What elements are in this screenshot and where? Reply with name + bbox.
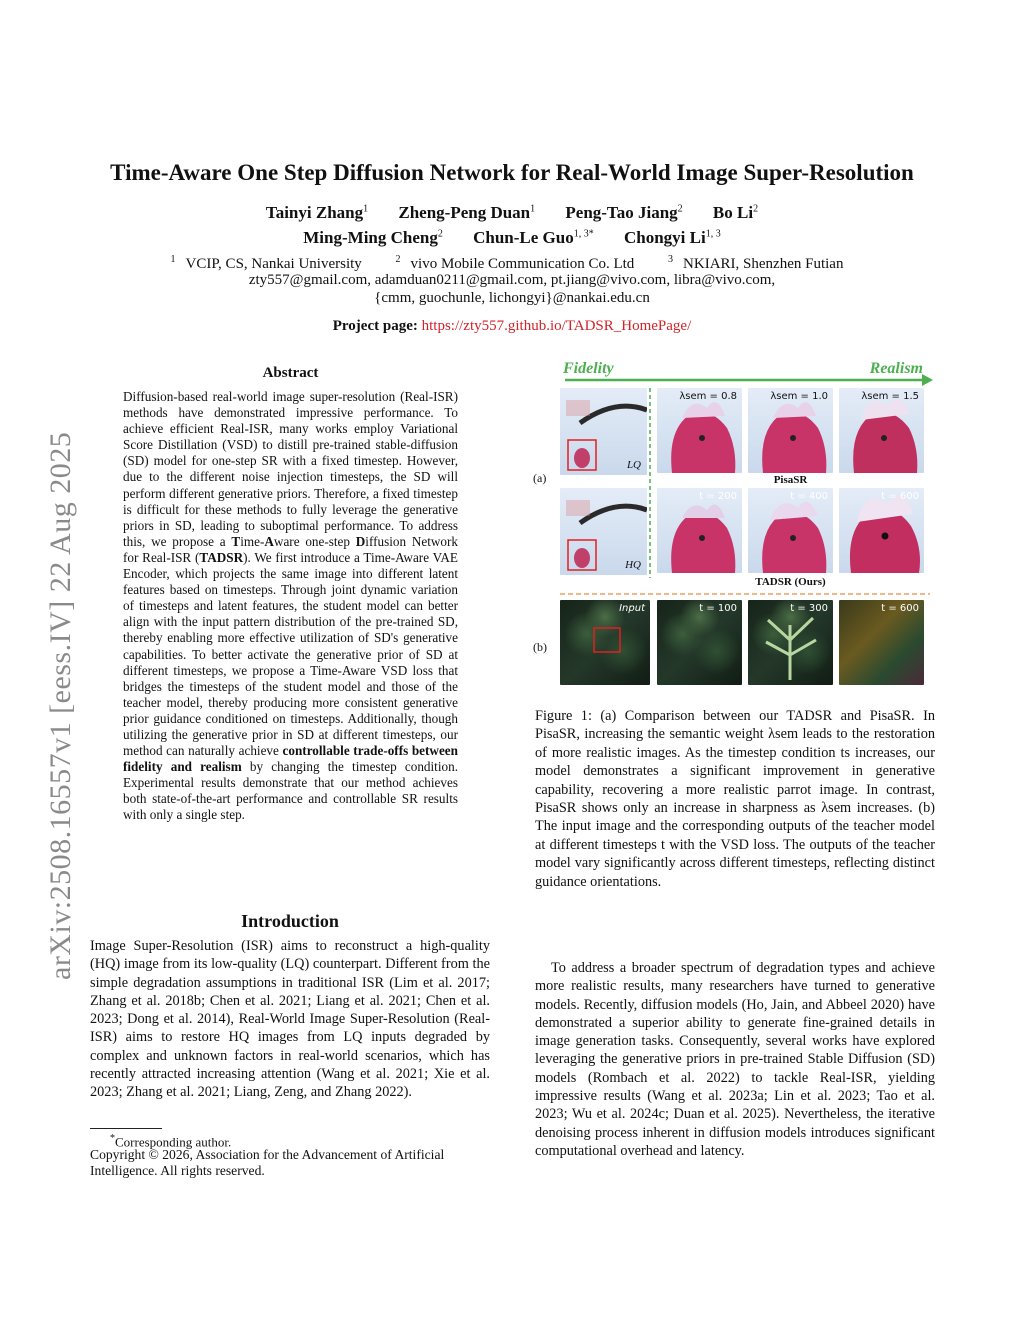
project-link[interactable]: https://zty557.github.io/TADSR_HomePage/: [421, 318, 692, 334]
body-paragraph-right: To address a broader spectrum of degradation types and achieve more realistic results, many researchers have turned to generative models. Recently, diffusion models (Ho, Jain, and Abbeel 2020) have demonstrated a superior ability to generate fine-grained details in image generation tasks. Consequently, several works have explored leveraging the generative priors in pre-trained Stable Diffusion (SD) models (Rombach et al. 2022) to tackle Real-ISR, yielding impressive results (Wang et al. 2023a; Lin et al. 2023; Tao et al. 2023; Wu et al. 2024c; Duan et al. 2025). Nevertheless, the iterative denoising process inherent in diffusion models introduces significant computational overhead and latency.: [535, 960, 935, 1159]
introduction-body: Image Super-Resolution (ISR) aims to reconstruct a high-quality (HQ) image from its low-quality (LQ) counterpart. Different from the simple degradation assumptions in traditional ISR (Lim et al. 2017; Zhang et al. 2018b; Chen et al. 2021; Liang et al. 2021; Chen et al. 2023; Dong et al. 2014), Real-World Image Super-Resolution (Real-ISR) aims to restore HQ images from LQ inputs degraded by complex and unknown factors in real-world scenarios, which has recently attracted increasing attention (Wang et al. 2021; Xie et al. 2023; Zhang et al. 2021; Liang, Zeng, and Zhang 2022).: [90, 938, 490, 1101]
pisasr-label: λsem = 1.0: [770, 391, 828, 402]
author: Bo Li$^2$: [712, 203, 759, 222]
tadsr-tile: [839, 488, 924, 573]
footnote: *Corresponding author.: [110, 1133, 232, 1150]
hq-image: [560, 488, 647, 575]
figure-1: [535, 360, 935, 688]
arxiv-stamp: arXiv:2508.16557v1 [eess.IV] 22 Aug 2025: [44, 431, 77, 980]
teacher-output-tile: [657, 600, 742, 685]
footnote-divider: [90, 1128, 162, 1129]
realism-label: Realism: [869, 360, 923, 377]
emails-line-1: zty557@gmail.com, adamduan0211@gmail.com, pt.jiang@vivo.com, libra@vivo.com,: [248, 272, 776, 288]
vertical-divider: [648, 388, 652, 578]
emails-line-2: {cmm, guochunle, lichongyi}@nankai.edu.cn: [374, 290, 650, 306]
author: Tainyi Zhang$^1$: [265, 203, 369, 222]
teacher-label: t = 100: [699, 603, 737, 614]
pisasr-tile: [839, 388, 924, 473]
teacher-label: t = 300: [790, 603, 828, 614]
tadsr-caption: TADSR (Ours): [755, 576, 826, 588]
author: Peng-Tao Jiang$^2$: [565, 203, 683, 222]
authors-line-1: [40, 203, 984, 223]
pisasr-tile: [657, 388, 742, 473]
pisasr-label: λsem = 0.8: [679, 391, 737, 402]
teacher-label: t = 600: [881, 603, 919, 614]
authors-line-2: [40, 228, 984, 248]
affiliations: $^1$ VCIP, CS, Nankai University $^2$ vivo Mobile Communication Co. Ltd $^3$ NKIARI, Shenzhen Futian: [170, 254, 844, 272]
label-b: (b): [533, 640, 547, 654]
label-a: (a): [533, 471, 547, 485]
input-image: [560, 600, 650, 685]
teacher-output-tile: [748, 600, 833, 685]
abstract-body: Diffusion-based real-world image super-resolution (Real-ISR) methods have demonstrated impressive performance. To achieve efficient Real-ISR, many works employ Variational Score Distillation (VSD) to distill pre-trained stable-diffusion (SD) model for one-step SR with a fixed timestep. However, due to the different noise injection timesteps, the SD will perform different generative priors. Therefore, a fixed timestep is difficult for these methods to fully leverage the generative priors in SD, leading to suboptimal performance. To address this, we propose a Time-Aware one-step Diffusion Network for Real-ISR (TADSR). We first introduce a Time-Aware VAE Encoder, which projects the same image into different latent features based on timesteps. Through joint dynamic variation of timesteps and latent features, the student model can better align with the input pattern distribution of the pre-trained SD, thereby enabling more effective utilization of SD's generative capabilities. To better activate the generative prior of SD at different timesteps, we propose a Time-Aware VSD loss that bridges the timesteps of the student model and those of the teacher model, thereby producing more consistent generative prior guidance conditioned on timesteps. Additionally, though utilizing the generative prior in SD at different timesteps, our method can naturally achieve controllable trade-offs between fidelity and realism by changing the timestep condition. Experimental results demonstrate that our method achieves both state-of-the-art performance and controllable SR results with only a single step.: [123, 389, 458, 823]
author: Chongyi Li$^{1, 3}$: [623, 228, 721, 247]
tadsr-label: t = 600: [881, 491, 919, 502]
author: Ming-Ming Cheng$^2$: [303, 228, 443, 247]
lq-image: [560, 388, 647, 475]
fidelity-label: Fidelity: [563, 360, 614, 377]
abstract-heading: Abstract: [262, 365, 319, 381]
paper-title: Time-Aware One Step Diffusion Network for Real-World Image Super-Resolution: [110, 160, 914, 185]
hq-label: HQ: [625, 559, 641, 571]
input-label: Input: [619, 603, 645, 614]
tadsr-tile: [748, 488, 833, 573]
copyright: Copyright © 2026, Association for the Advancement of Artificial Intelligence. All rights reserved.: [90, 1147, 445, 1178]
figure-caption: Figure 1: (a) Comparison between our TADSR and PisaSR. In PisaSR, increasing the semantic weight λsem leads to the restoration of more realistic images. As the timestep condition ts increases, our model demonstrates a significant improvement in generative capability, recovering a more realistic parrot image. In contrast, PisaSR shows only an increase in sharpness as λsem increases. (b) The input image and the corresponding outputs of the teacher model at different timesteps t with the VSD loss. The outputs of the teacher model vary significantly across different timesteps, reflecting distinct guidance orientations.: [535, 708, 935, 890]
pisasr-caption: PisaSR: [773, 474, 808, 486]
introduction-heading: Introduction: [241, 911, 339, 931]
tadsr-tile: [657, 488, 742, 573]
author: Chun-Le Guo$^{1, 3*}$: [473, 228, 594, 247]
author: Zheng-Peng Duan$^1$: [398, 203, 536, 222]
teacher-output-tile: [839, 600, 924, 685]
pisasr-label: λsem = 1.5: [861, 391, 919, 402]
lq-label: LQ: [626, 459, 641, 471]
horizontal-divider: [560, 592, 930, 596]
pisasr-tile: [748, 388, 833, 473]
project-page: Project page: https://zty557.github.io/TADSR_HomePage/: [332, 318, 692, 334]
tadsr-label: t = 400: [790, 491, 828, 502]
tadsr-label: t = 200: [699, 491, 737, 502]
